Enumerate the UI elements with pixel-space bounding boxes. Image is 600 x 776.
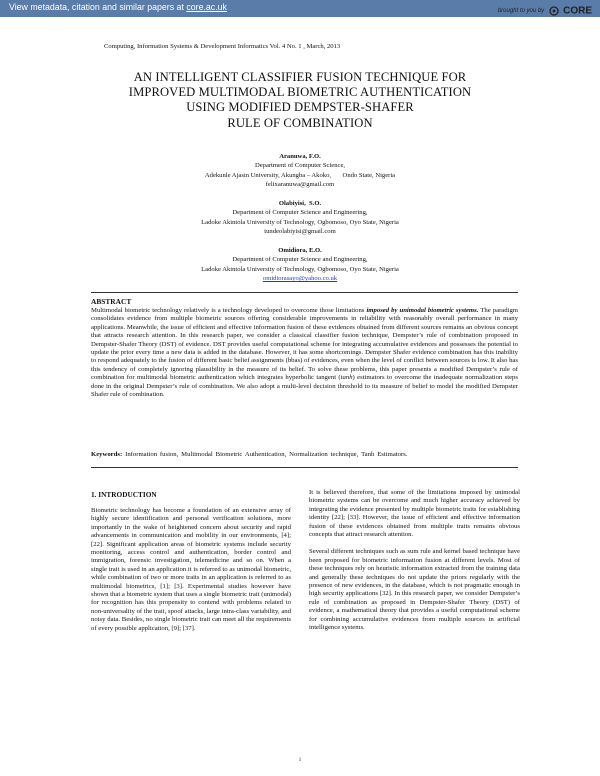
author-affiliation: Adekunle Ajasin University, Akungba – Akoko, Ondo State, Nigeria: [204, 171, 396, 179]
brought-by-text: brought to you by: [497, 7, 545, 14]
author-affiliation: Ladoke Akintola University of Technology, Ogbomoso, Oyo State, Nigeria: [201, 218, 399, 226]
view-metadata-text: View metadata, citation and similar papers at: [9, 2, 187, 12]
paragraph: Several different techniques such as sum rule and kernel based technique have been proposed for biometric information fusion at different levels. Most of these techniques rely on heuristic information extracted from the training data and generally these techniques do not update the priors regularly with the presence of new evidences, in the database, which is not pragmatic enough in high security applications [32]. In this research paper, we consider Dempster’s rule of combination as proposed in Dempster-Shafer Theory (DST) of evidence, a mathematical theory that provides a useful computational scheme for combining accumulative evidences from multiple sources in artificial intelligence systems.: [309, 548, 520, 632]
abstract-body: [91, 307, 518, 399]
author-block: [0, 152, 600, 190]
abstract-text: ) estimators to overcome the inadequate normalization steps done in the original Dempster’s rule of combination. We also adopt a multi-level decision threshold to its measure of belief to model the modified Dempster Shafer rule of combination.: [91, 374, 518, 399]
title-line: RULE OF COMBINATION: [227, 115, 373, 130]
author-email: tundeolabiyisi@gmail.com: [264, 228, 336, 236]
abstract-text: The paradigm consolidates evidence from multiple biometric sources offering considerable improvements in reliability with reasonably overall performance in many applications. Meanwhile, the issue of efficient and effective information fusion of these evidences obtained from different sources remains an obvious concept that attracts research attention. In this research paper, we consider a classical classifier fusion technique, Dempster’s rule of combination proposed in Dempster-Shafer Theory (DST) of evidence. DST provides useful computational scheme for integrating accumulative evidences and possesses the potential to update the prior every time a new data is added in the database. However, it has some shortcomings. Dempster Shafer evidence combination has this inability to respond adequately to the fusion of different basic belief assignments (bbas) of evidences, even when the level of conflict between sources is low. It also has this tendency of completely ignoring plausibility in the measure of its belief. To solve these problems, this paper presents a modified Dempster’s rule of combination for multimodal biometric authentication which integrates hyperbolic tangent (: [91, 307, 519, 382]
keywords-label: Keywords:: [91, 451, 123, 458]
author-affiliation: Ladoke Akintola University of Technology, Ogbomoso, Oyo State, Nigeria: [201, 265, 399, 273]
keywords-text: Information fusion, Multimodal Biometric Authentication, Normalization technique, Tanh Estimators.: [122, 451, 408, 458]
title-line: IMPROVED MULTIMODAL BIOMETRIC AUTHENTICATION: [128, 85, 472, 100]
author-dept: Department of Computer Science,: [254, 162, 346, 170]
paper-title: [0, 70, 600, 131]
body-column-left: [91, 507, 291, 633]
divider: [91, 467, 518, 468]
view-metadata-link[interactable]: [9, 2, 227, 12]
author-dept: Department of Computer Science and Engineering,: [232, 209, 368, 217]
divider: [91, 292, 518, 293]
author-block: [0, 199, 600, 237]
core-logo-icon: [549, 6, 559, 16]
author-name: Olabiyisi, S.O.: [278, 200, 322, 207]
keywords: [91, 451, 518, 459]
abstract-tanh: tanh: [340, 374, 353, 382]
author-email: felixaranuwa@gmail.com: [265, 181, 335, 189]
author-name: Aranuwa, F.O.: [279, 153, 321, 160]
paragraph: Biometric technology has become a foundation of an extensive array of highly secure identification and personal verification solutions, more importantly in the wake of heightened concern about security and rapid advancements in communication and mobility in our environments, [4]; [22]. Significant application areas of biometric systems include security monitoring, access control and authentication, border control and immigration, forensic investigation, telemedicine and so on. When a single trait is used in an application it is referred to as unimodal biometric, while combination of two or more traits in an application is referred to as multimodal biometrics, [1]; [3]. Experimental studies however have shown that a biometric system that uses a single biometric trait (unimodal) for recognition has this propensity to contend with problems related to non-universality of the trait, spoof attacks, large intra-class variability, and noisy data. Besides, no single biometric trait can meet all the requirements of every possible application, [9]; [37].: [91, 507, 291, 632]
core-logo-text: CORE: [563, 5, 592, 17]
author-block: [0, 246, 600, 284]
core-site-link[interactable]: core.ac.uk: [186, 2, 227, 12]
paragraph: It is believed therefore, that some of the limitations imposed by unimodal biometric systems can be overcome and much higher accuracy achieved by integrating the evidence presented by multiple biometric traits for establishing identity [22]; [33]. However, the issue of efficient and effective information fusion of these evidences obtained from multiple traits remains obvious concepts that attract research attention.: [309, 489, 520, 539]
abstract-emphasis: imposed by unimodal biometric systems.: [366, 307, 479, 314]
section-heading: 1. INTRODUCTION: [91, 490, 157, 499]
journal-header: Computing, Information Systems & Development Informatics Vol. 4 No. 1 , March, 2013: [104, 43, 341, 50]
provided-by-text: provided by International Institute for Science, Technology and Education (IISTE): E-Journals: [374, 19, 592, 25]
author-dept: Department of Computer Science and Engineering,: [232, 256, 368, 264]
title-line: USING MODIFIED DEMPSTER-SHAFER: [186, 100, 414, 115]
abstract-heading: ABSTRACT: [91, 297, 132, 306]
author-email-link[interactable]: omidiorasayo@yahoo.co.uk: [262, 275, 338, 283]
title-line: AN INTELLIGENT CLASSIFIER FUSION TECHNIQUE FOR: [133, 70, 467, 84]
page-number: 1: [298, 758, 302, 763]
core-badge[interactable]: [498, 2, 592, 20]
body-column-right: [309, 489, 520, 633]
abstract-text: Multimodal biometric technology relatively is a technology developed to overcome those limitations: [91, 307, 367, 314]
author-name: Omidiora, E.O.: [278, 247, 322, 254]
